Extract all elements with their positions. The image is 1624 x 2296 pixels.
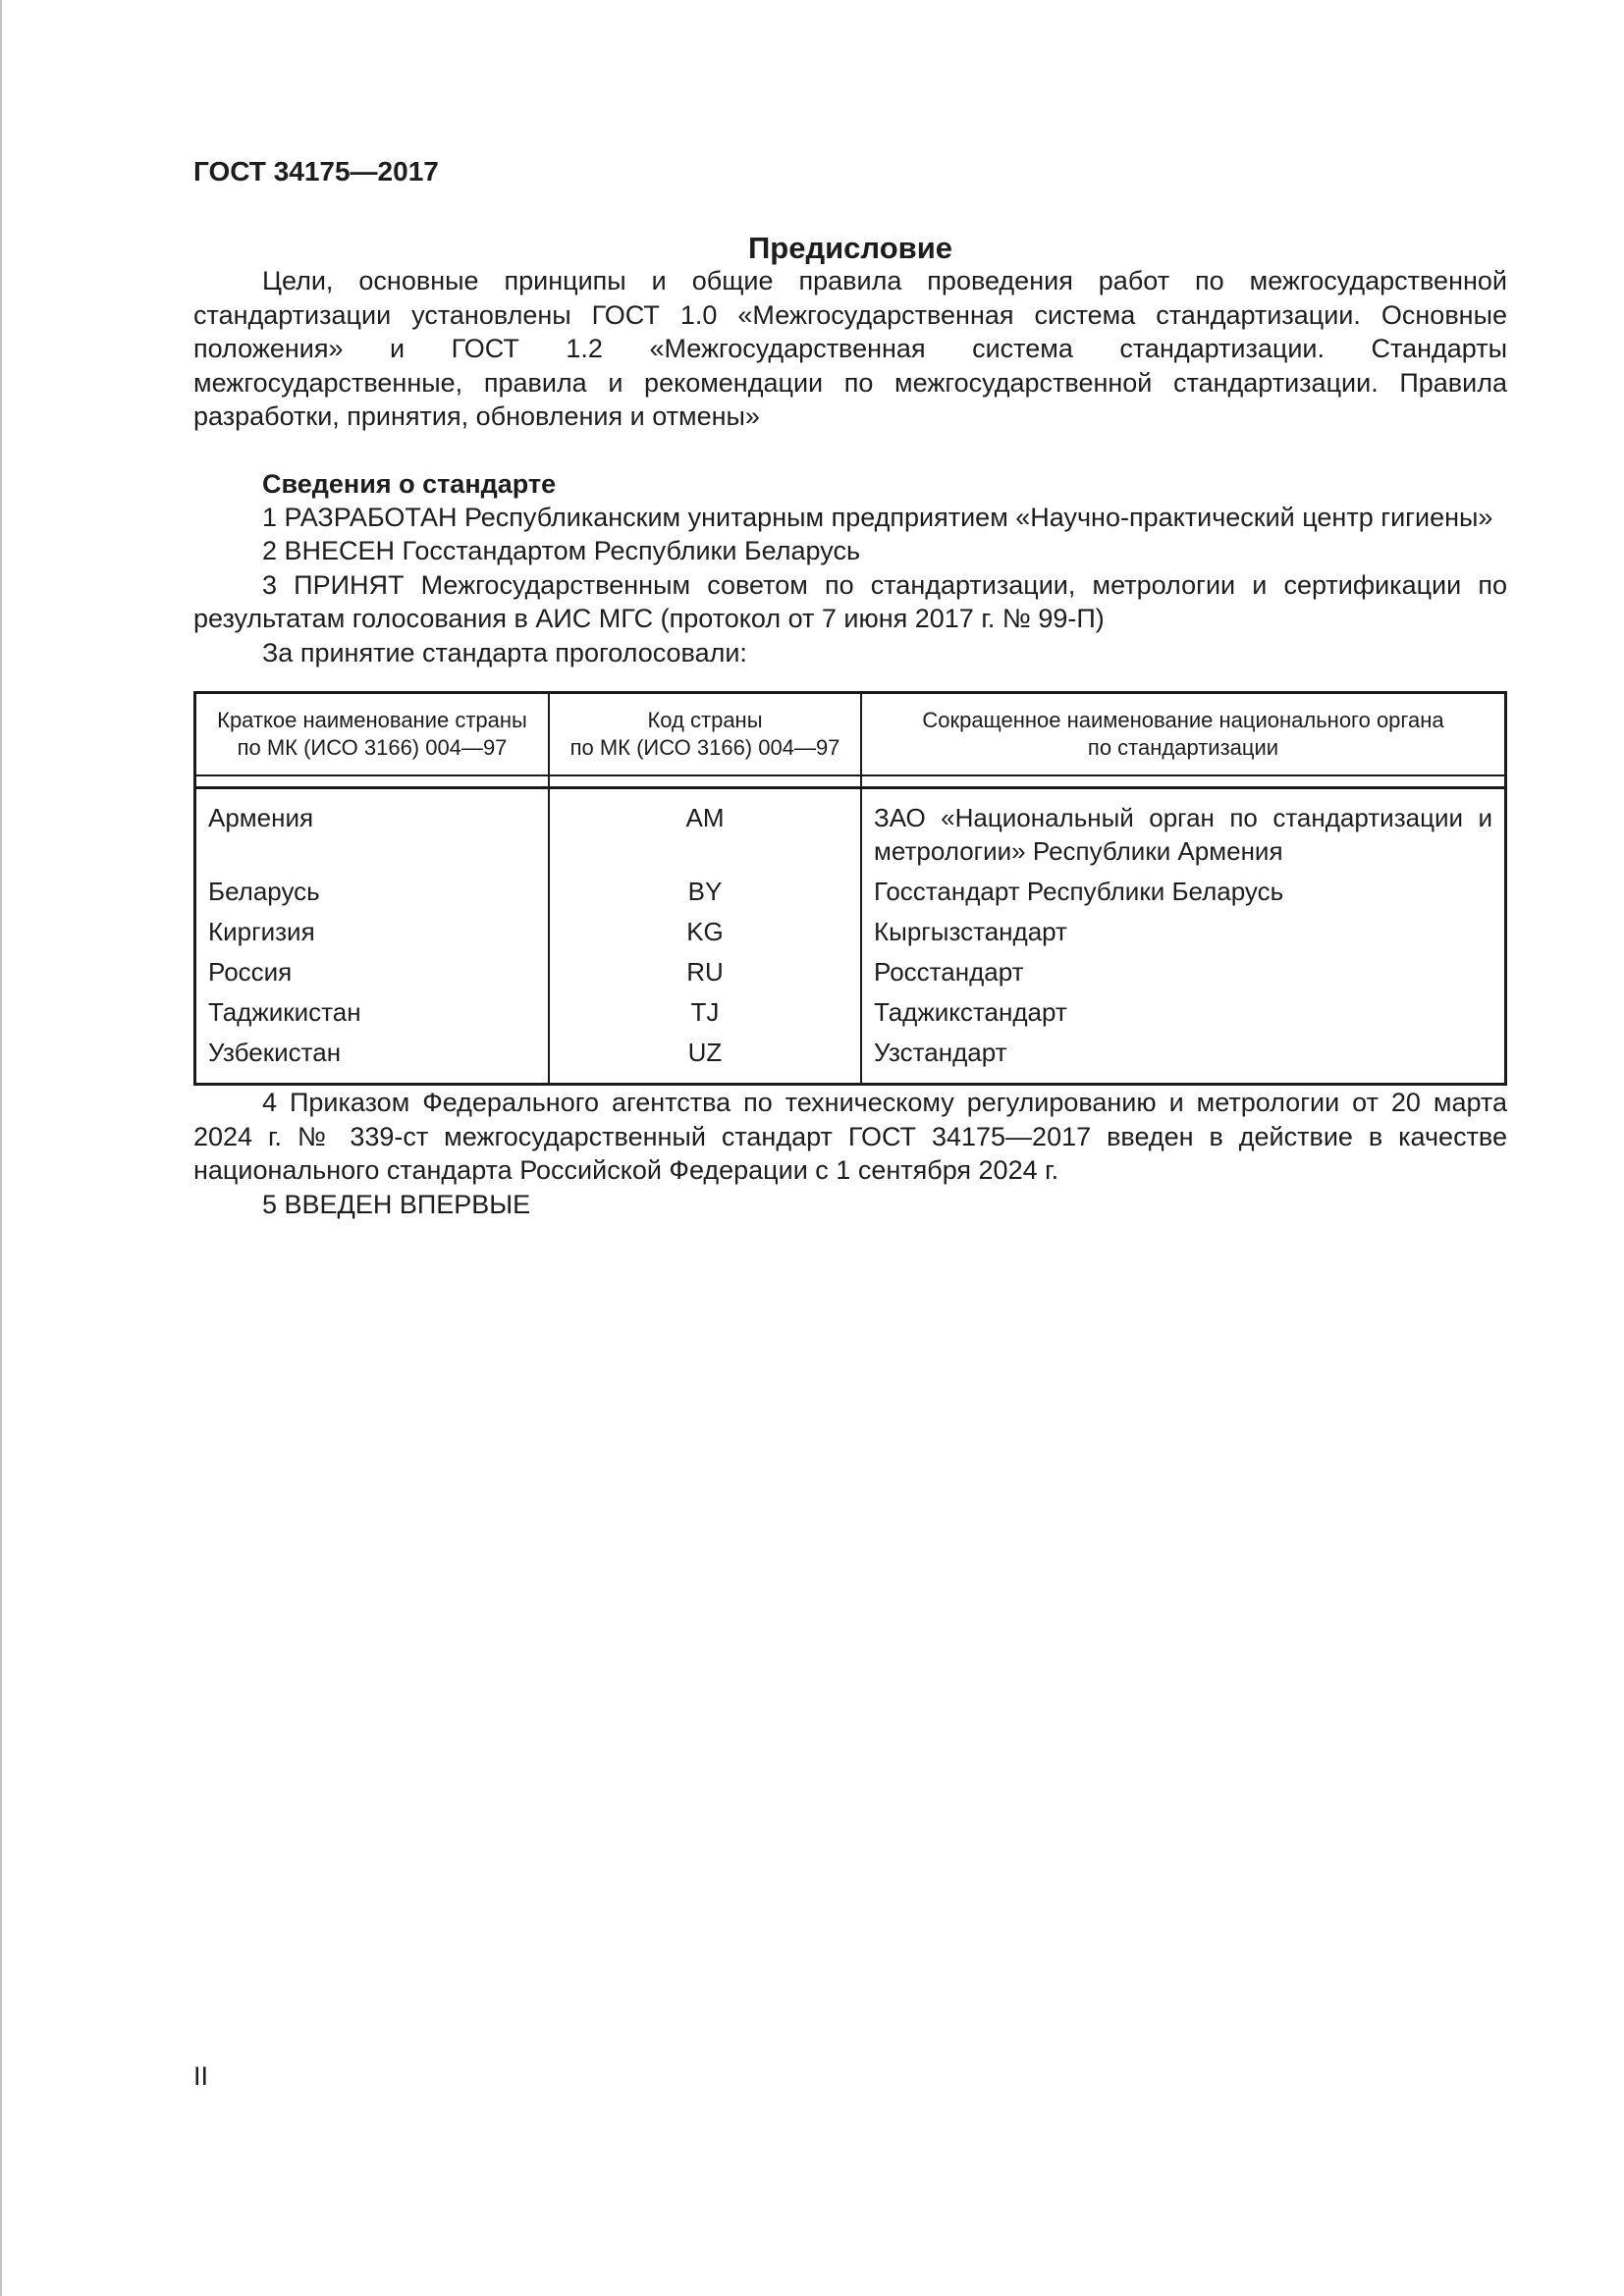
header-country-name — [196, 694, 550, 776]
code-cell: TJ — [550, 993, 862, 1034]
header-national-body — [862, 694, 1504, 776]
country-cell: Россия — [196, 953, 550, 993]
vote-table — [193, 691, 1507, 1086]
info-item-1: 1 РАЗРАБОТАН Республиканским унитарным предприятием «Научно-практический центр гигиены» — [262, 502, 1493, 532]
code-cell: RU — [550, 953, 862, 993]
page-title: Предисловие — [747, 231, 952, 265]
code-cell: KG — [550, 913, 862, 953]
page-content — [193, 0, 1507, 1221]
table-row — [196, 789, 1504, 873]
info-item-2: 2 ВНЕСЕН Госстандартом Республики Беларусь — [262, 536, 861, 565]
org-cell: Узстандарт — [874, 1038, 1007, 1067]
header-double-rule — [196, 776, 1504, 789]
code-cell: UZ — [550, 1034, 862, 1083]
header-body-line1: Сокращенное наименование национального органа — [922, 708, 1444, 732]
intro-paragraph: Цели, основные принципы и общие правила проведения работ по межгосударственной стандартизации установлены ГОСТ 1.0 «Межгосударственная система стандартизации. Основные положения» и ГОСТ 1.2 «Межгосударственная система стандартизации. Стандарты межгосударственные, правила и рекомендации по межгосударственной стандартизации. Правила разработки, принятия, обновления и отмены» — [193, 266, 1507, 431]
header-country-code — [550, 694, 862, 776]
org-cell: Кыргызстандарт — [874, 917, 1067, 946]
country-cell: Узбекистан — [196, 1034, 550, 1083]
table-row — [196, 953, 1504, 993]
org-cell: Таджикстандарт — [874, 997, 1067, 1027]
header-country-line1: Краткое наименование страны — [217, 708, 527, 732]
info-item-4: 4 Приказом Федерального агентства по техническому регулированию и метрологии от 20 марта 2024 г. № 339-ст межгосударственный стандарт ГОСТ 34175—2017 введен в действие в качестве национального стандарта Российской Федерации с 1 сентября 2024 г. — [193, 1088, 1507, 1185]
country-cell: Таджикистан — [196, 993, 550, 1034]
org-cell: Госстандарт Республики Беларусь — [874, 877, 1284, 906]
info-item-3: 3 ПРИНЯТ Межгосударственным советом по стандартизации, метрологии и сертификации по результатам голосования в АИС МГС (протокол от 7 июня 2017 г. № 99-П) — [193, 569, 1507, 633]
country-cell: Киргизия — [196, 913, 550, 953]
org-cell: Росстандарт — [874, 957, 1024, 987]
info-item-5: 5 ВВЕДЕН ВПЕРВЫЕ — [262, 1189, 531, 1219]
country-cell: Армения — [196, 789, 550, 873]
page-number: II — [193, 2061, 209, 2091]
table-row — [196, 873, 1504, 913]
header-code-line2: по МК (ИСО 3166) 004—97 — [569, 735, 840, 760]
header-code-line1: Код страны — [647, 708, 763, 732]
table-header-row — [196, 694, 1504, 776]
country-cell: Беларусь — [196, 873, 550, 913]
header-country-line2: по МК (ИСО 3166) 004—97 — [237, 735, 508, 760]
code-cell: AM — [550, 789, 862, 873]
section-heading: Сведения о стандарте — [262, 468, 557, 499]
table-row — [196, 993, 1504, 1034]
header-body-line2: по стандартизации — [1087, 735, 1279, 760]
table-row — [196, 1034, 1504, 1083]
code-cell: BY — [550, 873, 862, 913]
table-row — [196, 913, 1504, 953]
doc-number: ГОСТ 34175—2017 — [193, 156, 439, 187]
org-cell: ЗАО «Национальный орган по стандартизации и метрологии» Республики Армения — [874, 803, 1492, 866]
vote-intro-line: За принятие стандарта проголосовали: — [262, 637, 747, 667]
